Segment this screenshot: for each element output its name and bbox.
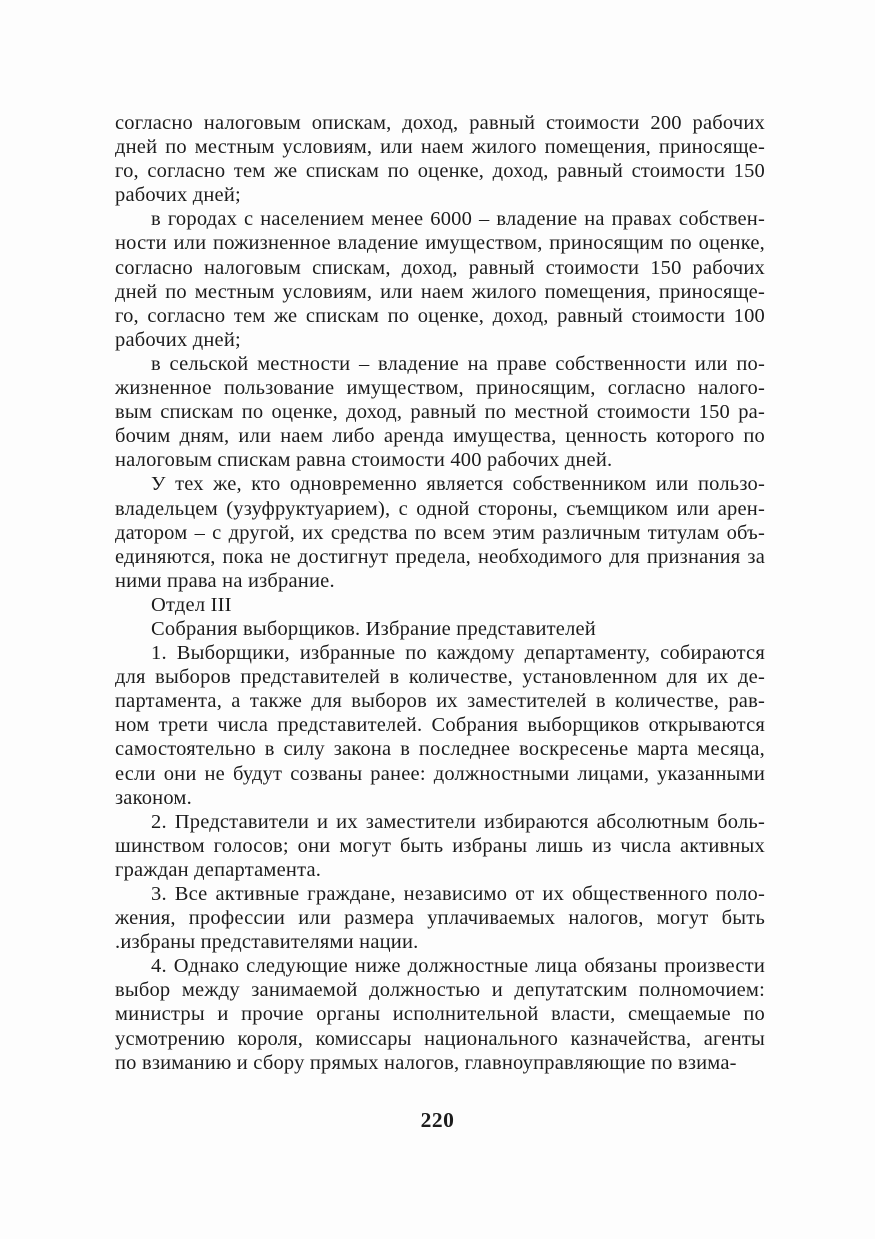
- page-number: 220: [420, 1108, 455, 1132]
- text-line: рабочих дней;: [115, 184, 241, 207]
- text-line: единяются, пока не достигнут предела, необходимого для признания за: [115, 545, 765, 568]
- text-line: 3. Все активные граждане, независимо от их общественного поло-: [151, 883, 765, 905]
- text-line: ном трети числа представителей. Собрания выборщиков открываются: [115, 714, 765, 737]
- text-line: министры и прочие органы исполнительной власти, смещаемые по: [115, 1003, 765, 1026]
- text-line: ности или пожизненное владение имуществом, приносящим по оценке,: [115, 232, 765, 255]
- text-block: [115, 111, 765, 1075]
- text-line: датором – с другой, их средства по всем этим различным титулам объ-: [115, 521, 765, 544]
- text-line: в городах с населением менее 6000 – владение на правах собствен-: [151, 208, 765, 231]
- text-line: согласно налоговым спискам, доход, равный стоимости 150 рабочих: [115, 256, 765, 279]
- text-line: самостоятельно в силу закона в последнее воскресенье марта месяца,: [115, 738, 765, 761]
- text-line: рабочих дней;: [115, 328, 241, 351]
- text-line: по взиманию и сбору прямых налогов, главноуправляющие по взима-: [115, 1051, 737, 1074]
- paragraph: [115, 617, 765, 641]
- paragraph: [115, 593, 765, 617]
- text-line: го, согласно тем же спискам по оценке, доход, равный стоимости 150: [115, 160, 765, 183]
- paragraph: [115, 954, 765, 1074]
- text-line: в сельской местности – владение на праве собственности или по-: [151, 352, 765, 375]
- paragraph: [115, 352, 765, 472]
- text-line: налоговым спискам равна стоимости 400 рабочих дней.: [115, 449, 613, 472]
- text-line: го, согласно тем же спискам по оценке, доход, равный стоимости 100: [115, 304, 765, 327]
- text-line: граждан департамента.: [115, 858, 322, 881]
- paragraph: [115, 472, 765, 592]
- text-line: если они не будут созваны ранее: должностными лицами, указанными: [115, 762, 765, 785]
- text-line: усмотрению короля, комиссары национального казначейства, агенты: [115, 1027, 765, 1050]
- paragraph: [115, 207, 765, 352]
- text-line: выбор между занимаемой должностью и депутатским полномочием:: [115, 979, 765, 1002]
- text-line: жения, профессии или размера уплачиваемых налогов, могут быть: [115, 907, 765, 930]
- paragraph: [115, 810, 765, 882]
- text-line: 1. Выборщики, избранные по каждому департаменту, собираются: [151, 642, 765, 665]
- text-line: .избраны представителями нации.: [115, 931, 419, 954]
- text-line: жизненное пользование имуществом, приносящим, согласно налого-: [115, 377, 765, 400]
- paragraph: [115, 641, 765, 810]
- text-line: для выборов представителей в количестве, установленном для их де-: [115, 666, 765, 689]
- text-line: владельцем (узуфруктуарием), с одной стороны, съемщиком или арен-: [115, 497, 765, 520]
- text-line: бочим дням, или наем либо аренда имущества, ценность которого по: [115, 425, 765, 448]
- text-line: ними права на избрание.: [115, 569, 335, 592]
- text-line: согласно налоговым опискам, доход, равный стоимости 200 рабочих: [115, 112, 765, 134]
- text-line: шинством голосов; они могут быть избраны лишь из числа активных: [115, 834, 765, 857]
- text-line: У тех же, кто одновременно является собственником или пользо-: [151, 473, 765, 496]
- text-line: дней по местным условиям, или наем жилого помещения, приносяще-: [115, 136, 765, 159]
- text-line: партамента, а также для выборов их заместителей в количестве, рав-: [115, 690, 765, 713]
- text-line: 2. Представители и их заместители избираются абсолютным боль-: [151, 810, 765, 833]
- paragraph: [115, 111, 765, 207]
- text-line: законом.: [115, 786, 192, 809]
- text-line: вым спискам по оценке, доход, равный по местной стоимости 150 ра-: [115, 401, 765, 424]
- text-line: Отдел III: [151, 593, 232, 616]
- text-line: дней по местным условиям, или наем жилого помещения, приносяще-: [115, 280, 765, 303]
- text-line: Собрания выборщиков. Избрание представителей: [151, 617, 596, 640]
- paragraph: [115, 882, 765, 954]
- text-line: 4. Однако следующие ниже должностные лица обязаны произвести: [151, 955, 765, 978]
